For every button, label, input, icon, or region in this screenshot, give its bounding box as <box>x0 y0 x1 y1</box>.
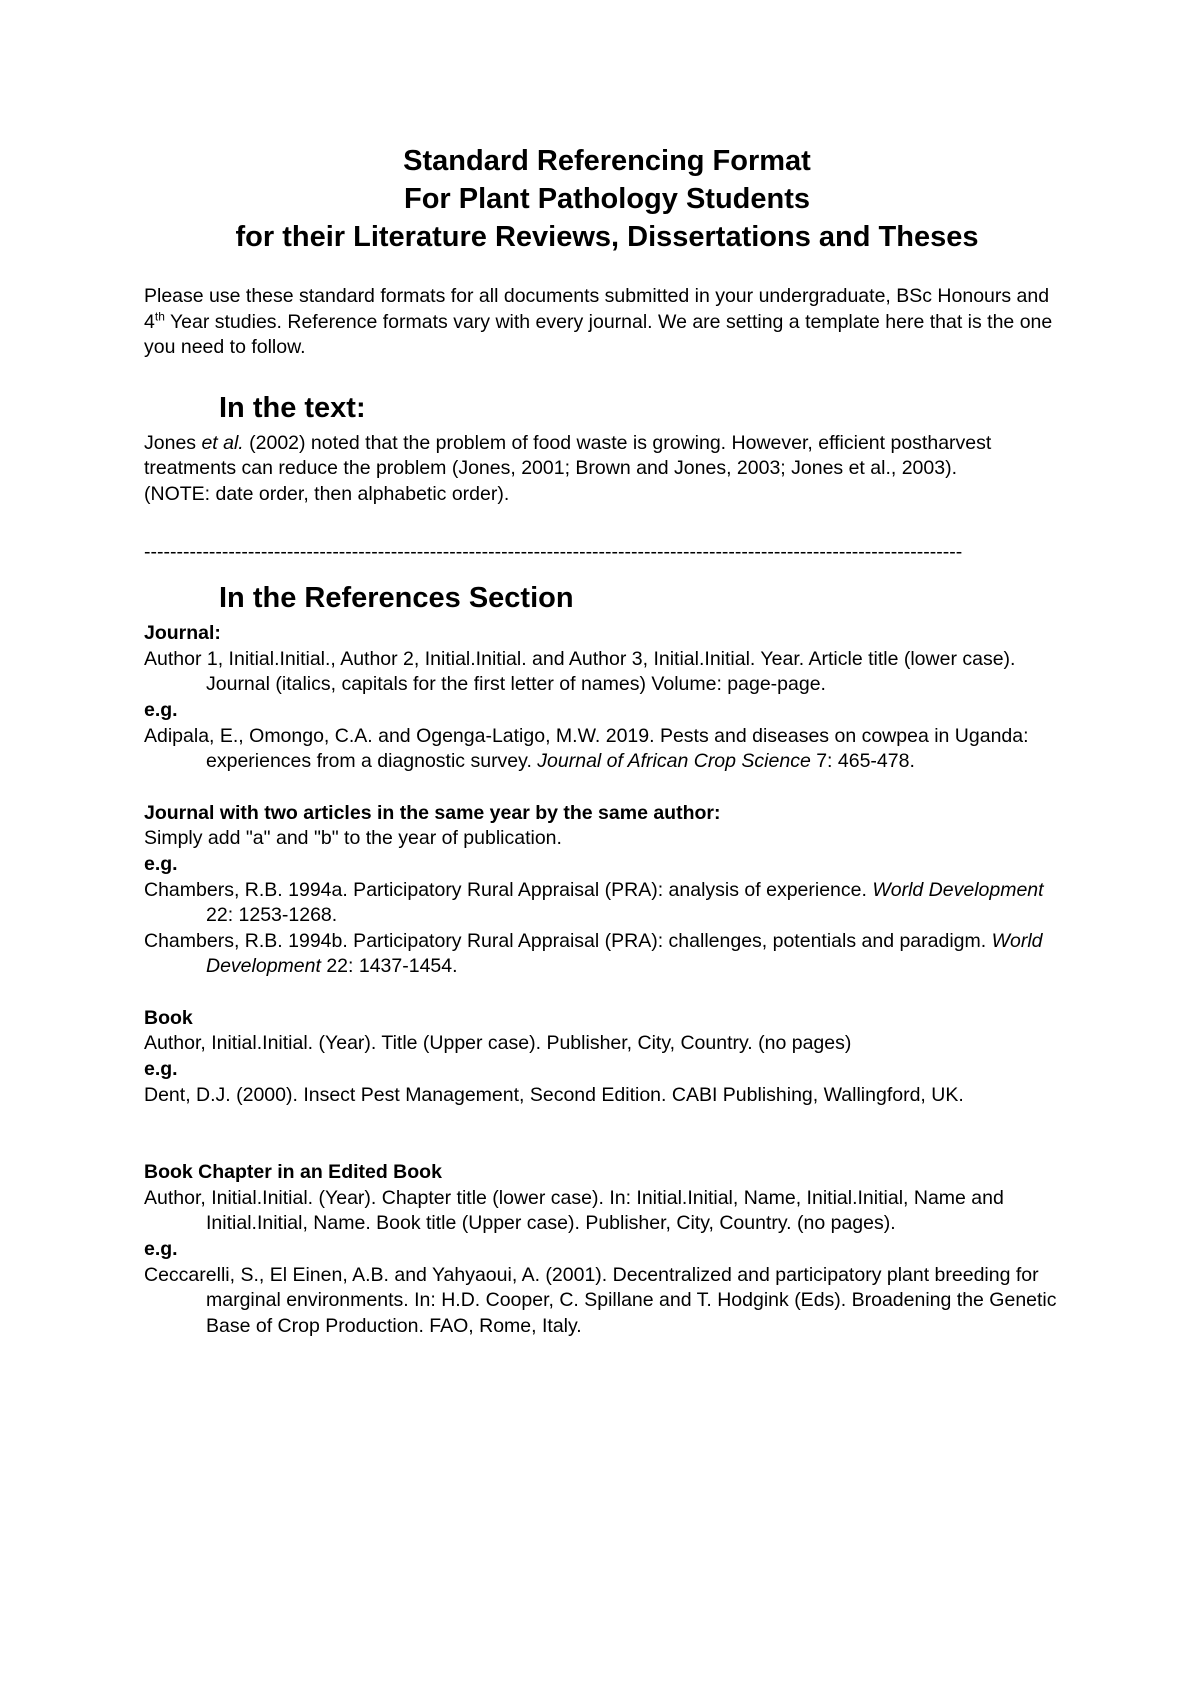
intro-text-2: Year studies. Reference formats vary with every journal. We are setting a template here that is the one you need to follow. <box>144 310 1053 359</box>
chapter-label: Book Chapter in an Edited Book <box>144 1161 442 1184</box>
in-text-heading: In the text: <box>219 391 366 424</box>
document-page <box>144 142 1070 1339</box>
title-line-3: for their Literature Reviews, Dissertations and Theses <box>235 221 979 253</box>
spacer <box>144 775 1070 801</box>
journal-eg: e.g. <box>144 698 178 721</box>
journal-two-example-2-italic: World Development <box>206 929 1043 978</box>
document-title <box>144 142 1070 256</box>
journal-label: Journal: <box>144 622 221 645</box>
journal-two-eg: e.g. <box>144 852 178 875</box>
book-format: Author, Initial.Initial. (Year). Title (Upper case). Publisher, City, Country. (no pages) <box>144 1032 852 1055</box>
journal-example <box>144 724 1070 775</box>
chapter-format: Author, Initial.Initial. (Year). Chapter title (lower case). In: Initial.Initial, Name, Initial.Initial, Name and Initial.Initial, Name. Book title (Upper case). Publisher, City, Country. (no pages). <box>144 1186 1004 1235</box>
intro-paragraph <box>144 284 1070 361</box>
intro-text-1: Please use these standard formats for all documents submitted in your undergraduate, BSc Honours and 4 <box>144 285 1050 333</box>
intro-superscript: th <box>154 309 165 324</box>
journal-format: Author 1, Initial.Initial., Author 2, Initial.Initial. and Author 3, Initial.Initial. Year. Article title (lower case). Journal (italics, capitals for the first letter of names) Volume: page-page. <box>144 647 1016 696</box>
journal-two-example-2-a: Chambers, R.B. 1994b. Participatory Rural Appraisal (PRA): challenges, potentials and paradigm. <box>144 929 992 952</box>
in-text-example-italic: et al. <box>201 431 244 454</box>
chapter-eg: e.g. <box>144 1238 178 1261</box>
journal-example-a: Adipala, E., Omongo, C.A. and Ogenga-Latigo, M.W. 2019. Pests and diseases on cowpea in Uganda: experiences from a diagnostic survey. <box>144 724 1029 773</box>
book-label: Book <box>144 1006 193 1029</box>
spacer <box>144 980 1070 1006</box>
journal-two-example-1-italic: World Development <box>872 878 1044 901</box>
in-text-example <box>144 431 1070 482</box>
journal-example-b: 7: 465-478. <box>810 750 915 773</box>
journal-two-example-1 <box>144 878 1070 929</box>
title-line-2: For Plant Pathology Students <box>403 183 810 215</box>
journal-two-label: Journal with two articles in the same year by the same author: <box>144 801 721 824</box>
title-line-1: Standard Referencing Format <box>403 145 811 177</box>
references-heading: In the References Section <box>219 582 574 615</box>
in-text-example-b: (2002) noted that the problem of food waste is growing. However, efficient postharvest treatments can reduce the problem (Jones, 2001; Brown and Jones, 2003; Jones et al., 2003). <box>144 431 992 480</box>
book-example: Dent, D.J. (2000). Insect Pest Management, Second Edition. CABI Publishing, Wallingford, UK. <box>144 1083 964 1106</box>
in-text-note: (NOTE: date order, then alphabetic order). <box>144 482 510 505</box>
book-eg: e.g. <box>144 1058 178 1081</box>
spacer <box>144 1108 1070 1160</box>
journal-two-example-1-a: Chambers, R.B. 1994a. Participatory Rural Appraisal (PRA): analysis of experience. <box>144 878 873 901</box>
dashed-divider: ------------------------------------------------------------------------------------------------------------------------------ <box>144 540 963 563</box>
in-text-example-a: Jones <box>144 431 202 454</box>
journal-two-example-2 <box>144 929 1070 980</box>
journal-two-instruction: Simply add "a" and "b" to the year of publication. <box>144 827 562 850</box>
journal-example-italic: Journal of African Crop Science <box>537 750 811 773</box>
chapter-example: Ceccarelli, S., El Einen, A.B. and Yahyaoui, A. (2001). Decentralized and participatory plant breeding for marginal environments. In: H.D. Cooper, C. Spillane and T. Hodgink (Eds). Broadening the Genetic Base of Crop Production. FAO, Rome, Italy. <box>144 1263 1057 1337</box>
journal-two-example-1-b: 22: 1253-1268. <box>206 904 338 927</box>
journal-two-example-2-b: 22: 1437-1454. <box>320 955 458 978</box>
